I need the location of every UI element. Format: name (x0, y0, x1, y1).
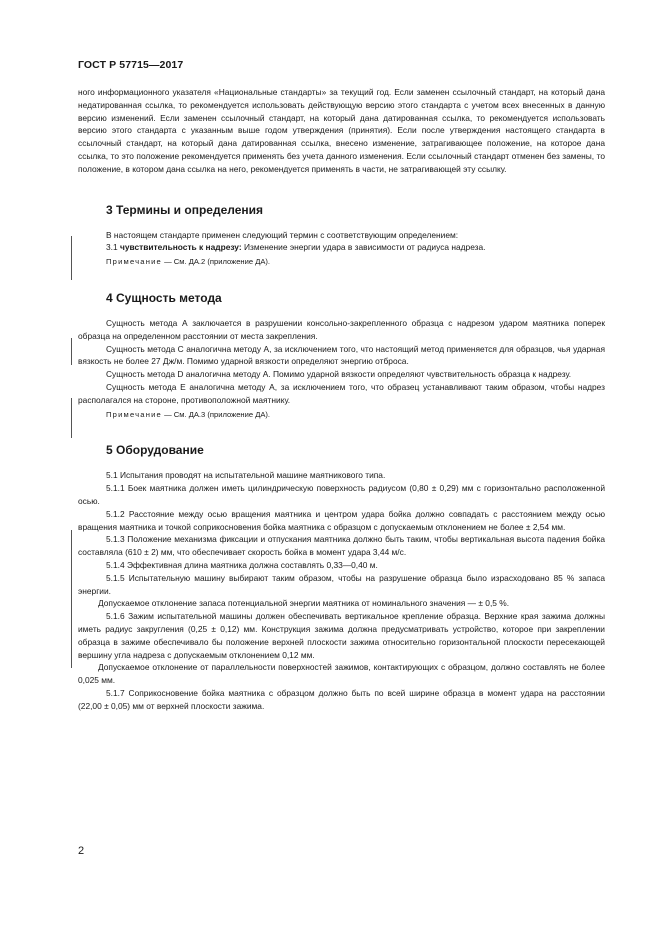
term-definition-text: Изменение энергии удара в зависимости от радиуса надреза. (243, 242, 486, 253)
intro-paragraph: ного информационного указателя «Национальные стандарты» за текущий год. Если заменен ссылочный стандарт, на который дана недатированная ссылка, то рекомендуется использовать действующую версию этого стандарта с учетом всех внесенных в данную версию изменений. Если заменен ссылочный стандарт, на который дана датированная ссылка, то рекомендуется использовать версию этого стандарта с указанным выше годом утверждения (принятия). Если после утверждения настоящего стандарта в ссылочный стандарт, на который дана датированная ссылка, внесено изменение, затрагивающее положение, на которое дана ссылка, то это положение рекомендуется применять без учета данного изменения. Если ссылочный стандарт отменен без замены, то положение, в котором дана ссылка на него, рекомендуется применять в части, не затрагивающей эту ссылку. (78, 87, 605, 174)
note-label: Примечание (106, 257, 162, 267)
note-label: Примечание (106, 409, 162, 419)
note-text: — См. ДА.3 (приложение ДА). (164, 409, 271, 419)
section-4-paragraph: Сущность метода С аналогична методу А, за исключением того, что настоящий метод применяется для образцов, чья ударная вязкость не более 27 Дж/м. Помимо ударной вязкости определяют энергию отброса. (78, 343, 605, 367)
clause-5-1-2: 5.1.2 Расстояние между осью вращения маятника и центром удара бойка должно совпадать с расстоянием между осью вращения маятника и точкой соприкосновения бойка маятника с образцом с допускаемым отклонением не более ± 2,54 мм. (78, 508, 605, 532)
section-4-paragraph: Сущность метода Е аналогична методу А, за исключением того, что образец устанавливают таким образом, чтобы надрез располагался на стороне, противоположной маятнику. (78, 381, 605, 405)
clause-5-1-1: 5.1.1 Боек маятника должен иметь цилиндрическую поверхность радиусом (0,80 ± 0,29) мм с горизонтально расположенной осью. (78, 483, 605, 506)
change-bar (71, 338, 72, 365)
section-4-heading: 4 Сущность метода (106, 290, 222, 305)
clause-5-1-3: 5.1.3 Положение механизма фиксации и отпускания маятника должно быть таким, чтобы вертикальная высота падения бойка составляла (610 ± 2) мм, что обеспечивает скорость бойка в момент удара 3,44 м/с. (78, 534, 605, 558)
clause-5-1-5: 5.1.5 Испытательную машину выбирают таким образом, чтобы на разрушение образца было израсходовано 85 % запаса энергии. (78, 572, 605, 596)
section-3-heading: 3 Термины и определения (106, 202, 264, 217)
term-name: чувствительность к надрезу: (119, 242, 242, 253)
change-bar (71, 530, 72, 668)
change-bar (71, 398, 72, 438)
section-4-paragraph: Сущность метода А заключается в разрушении консольно-закрепленного образца с надрезом ударом маятника поперек образца на определенном расстоянии от места закрепления. (78, 317, 605, 341)
page-header: ГОСТ Р 57715—2017 (78, 59, 184, 71)
parallelism-tolerance: Допускаемое отклонение от параллельности поверхностей зажимов, контактирующих с образцом, должно составлять не более 0,025 мм. (78, 662, 605, 686)
change-bar (71, 236, 72, 280)
clause-5-1-4: 5.1.4 Эффективная длина маятника должна составлять 0,33—0,40 м. (106, 559, 378, 570)
clause-5-1: 5.1 Испытания проводят на испытательной машине маятникового типа. (106, 470, 386, 481)
section-4-note (78, 409, 605, 422)
section-3-note (78, 256, 605, 269)
energy-tolerance: Допускаемое отклонение запаса потенциальной энергии маятника от номинального значения — ± 0,5 %. (98, 598, 510, 609)
document-body (78, 86, 605, 712)
page-number: 2 (78, 845, 85, 857)
term-number: 3.1 (106, 242, 118, 253)
section-4-paragraph: Сущность метода D аналогична методу А. Помимо ударной вязкости определяют чувствительность образца к надрезу. (106, 369, 572, 380)
section-5-heading: 5 Оборудование (106, 443, 204, 458)
clause-5-1-7: 5.1.7 Соприкосновение бойка маятника с образцом должно быть по всей ширине образца в момент удара на расстоянии (22,00 ± 0,05) мм от верхней плоскости зажима. (78, 687, 605, 711)
section-3-intro: В настоящем стандарте применен следующий термин с соответствующим определением: (106, 229, 459, 240)
clause-5-1-6: 5.1.6 Зажим испытательной машины должен обеспечивать вертикальное крепление образца. Верхние края зажима должны иметь радиус закругления (0,25 ± 0,12) мм. Конструкция зажима должна предусматривать устройство, которое при закреплении образца в зажиме обеспечивало бы положение верхней плоскости зажима относительно горизонтальной плоскости пересекающей вершину угла надреза с допускаемым отклонением 0,12 мм. (78, 611, 605, 660)
note-text: — См. ДА.2 (приложение ДА). (164, 257, 271, 267)
term-definition (78, 241, 605, 254)
